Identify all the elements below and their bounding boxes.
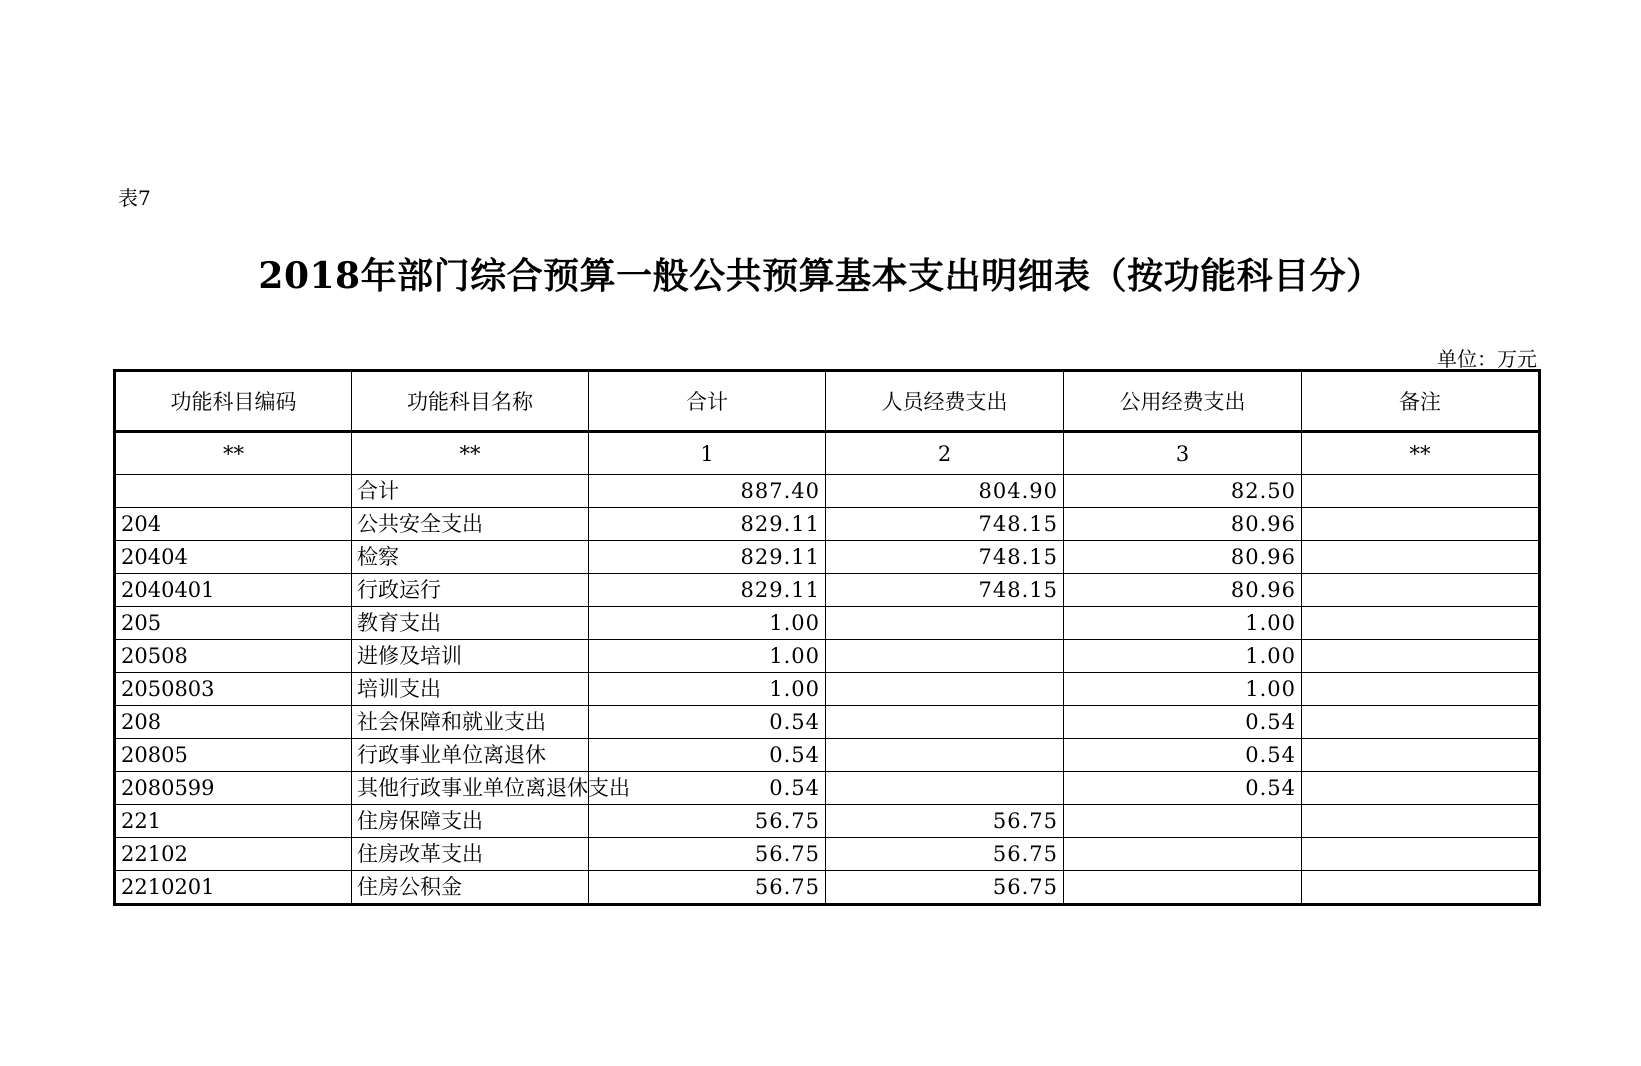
note-cell: [1302, 838, 1540, 871]
public-cell: [1064, 871, 1302, 905]
personnel-cell: [826, 772, 1064, 805]
code-cell: 20508: [115, 640, 352, 673]
table-row: [115, 607, 1540, 640]
total-cell: 1.00: [589, 640, 826, 673]
code-cell: 2040401: [115, 574, 352, 607]
public-cell: [1064, 838, 1302, 871]
personnel-cell: [826, 640, 1064, 673]
header-personnel: 人员经费支出: [826, 371, 1064, 432]
note-cell: [1302, 574, 1540, 607]
name-cell: 住房保障支出: [352, 805, 589, 838]
table-row: [115, 772, 1540, 805]
personnel-cell: [826, 607, 1064, 640]
total-cell: 0.54: [589, 706, 826, 739]
name-cell: 公共安全支出: [352, 508, 589, 541]
public-cell: 80.96: [1064, 541, 1302, 574]
code-cell: 20805: [115, 739, 352, 772]
note-cell: [1302, 508, 1540, 541]
personnel-cell: 56.75: [826, 838, 1064, 871]
table-row: [115, 508, 1540, 541]
name-cell: 社会保障和就业支出: [352, 706, 589, 739]
table-row: [115, 739, 1540, 772]
table-row: [115, 475, 1540, 508]
name-cell: 行政运行: [352, 574, 589, 607]
total-cell: 1.00: [589, 673, 826, 706]
public-cell: 82.50: [1064, 475, 1302, 508]
table-row: [115, 805, 1540, 838]
personnel-cell: 748.15: [826, 574, 1064, 607]
public-cell: 80.96: [1064, 574, 1302, 607]
note-cell: [1302, 706, 1540, 739]
public-cell: 0.54: [1064, 706, 1302, 739]
note-cell: [1302, 607, 1540, 640]
total-cell: 0.54: [589, 772, 826, 805]
header-public: 公用经费支出: [1064, 371, 1302, 432]
header-total: 合计: [589, 371, 826, 432]
name-cell: 行政事业单位离退休: [352, 739, 589, 772]
code-cell: 20404: [115, 541, 352, 574]
note-cell: [1302, 739, 1540, 772]
note-cell: [1302, 673, 1540, 706]
total-cell: 829.11: [589, 541, 826, 574]
table-row: [115, 673, 1540, 706]
table-row: [115, 574, 1540, 607]
index-row: [115, 432, 1540, 475]
personnel-cell: 56.75: [826, 871, 1064, 905]
personnel-cell: 56.75: [826, 805, 1064, 838]
public-cell: 1.00: [1064, 640, 1302, 673]
table-number: 表7: [118, 186, 151, 210]
header-note: 备注: [1302, 371, 1540, 432]
page-title: 2018年部门综合预算一般公共预算基本支出明细表（按功能科目分）: [258, 255, 1383, 297]
personnel-cell: 748.15: [826, 508, 1064, 541]
index-cell: **: [352, 432, 589, 475]
note-cell: [1302, 871, 1540, 905]
code-cell: 2050803: [115, 673, 352, 706]
table-row: [115, 871, 1540, 905]
index-cell: 3: [1064, 432, 1302, 475]
code-cell: 2080599: [115, 772, 352, 805]
name-cell: 进修及培训: [352, 640, 589, 673]
code-cell: 205: [115, 607, 352, 640]
personnel-cell: [826, 673, 1064, 706]
name-cell: 其他行政事业单位离退休支出: [352, 772, 589, 805]
budget-table: [113, 369, 1541, 906]
code-cell: 208: [115, 706, 352, 739]
public-cell: 0.54: [1064, 739, 1302, 772]
total-cell: 1.00: [589, 607, 826, 640]
table-row: [115, 541, 1540, 574]
table-row: [115, 706, 1540, 739]
code-cell: 204: [115, 508, 352, 541]
public-cell: 80.96: [1064, 508, 1302, 541]
total-cell: 829.11: [589, 574, 826, 607]
total-cell: 56.75: [589, 805, 826, 838]
code-cell: 22102: [115, 838, 352, 871]
unit-label: 单位：万元: [1437, 347, 1537, 371]
index-cell: 2: [826, 432, 1064, 475]
public-cell: [1064, 805, 1302, 838]
name-cell: 合计: [352, 475, 589, 508]
total-cell: 56.75: [589, 838, 826, 871]
name-cell: 住房改革支出: [352, 838, 589, 871]
name-cell: 教育支出: [352, 607, 589, 640]
index-cell: **: [115, 432, 352, 475]
table-row: [115, 838, 1540, 871]
note-cell: [1302, 640, 1540, 673]
personnel-cell: [826, 706, 1064, 739]
name-cell: 培训支出: [352, 673, 589, 706]
code-cell: 2210201: [115, 871, 352, 905]
note-cell: [1302, 541, 1540, 574]
total-cell: 829.11: [589, 508, 826, 541]
note-cell: [1302, 772, 1540, 805]
public-cell: 1.00: [1064, 673, 1302, 706]
name-cell: 住房公积金: [352, 871, 589, 905]
note-cell: [1302, 805, 1540, 838]
personnel-cell: [826, 739, 1064, 772]
note-cell: [1302, 475, 1540, 508]
code-cell: 221: [115, 805, 352, 838]
header-row: [115, 371, 1540, 432]
personnel-cell: 748.15: [826, 541, 1064, 574]
table-row: [115, 640, 1540, 673]
public-cell: 0.54: [1064, 772, 1302, 805]
header-code: 功能科目编码: [115, 371, 352, 432]
code-cell: [115, 475, 352, 508]
total-cell: 887.40: [589, 475, 826, 508]
index-cell: **: [1302, 432, 1540, 475]
total-cell: 0.54: [589, 739, 826, 772]
public-cell: 1.00: [1064, 607, 1302, 640]
personnel-cell: 804.90: [826, 475, 1064, 508]
total-cell: 56.75: [589, 871, 826, 905]
name-cell: 检察: [352, 541, 589, 574]
header-name: 功能科目名称: [352, 371, 589, 432]
index-cell: 1: [589, 432, 826, 475]
